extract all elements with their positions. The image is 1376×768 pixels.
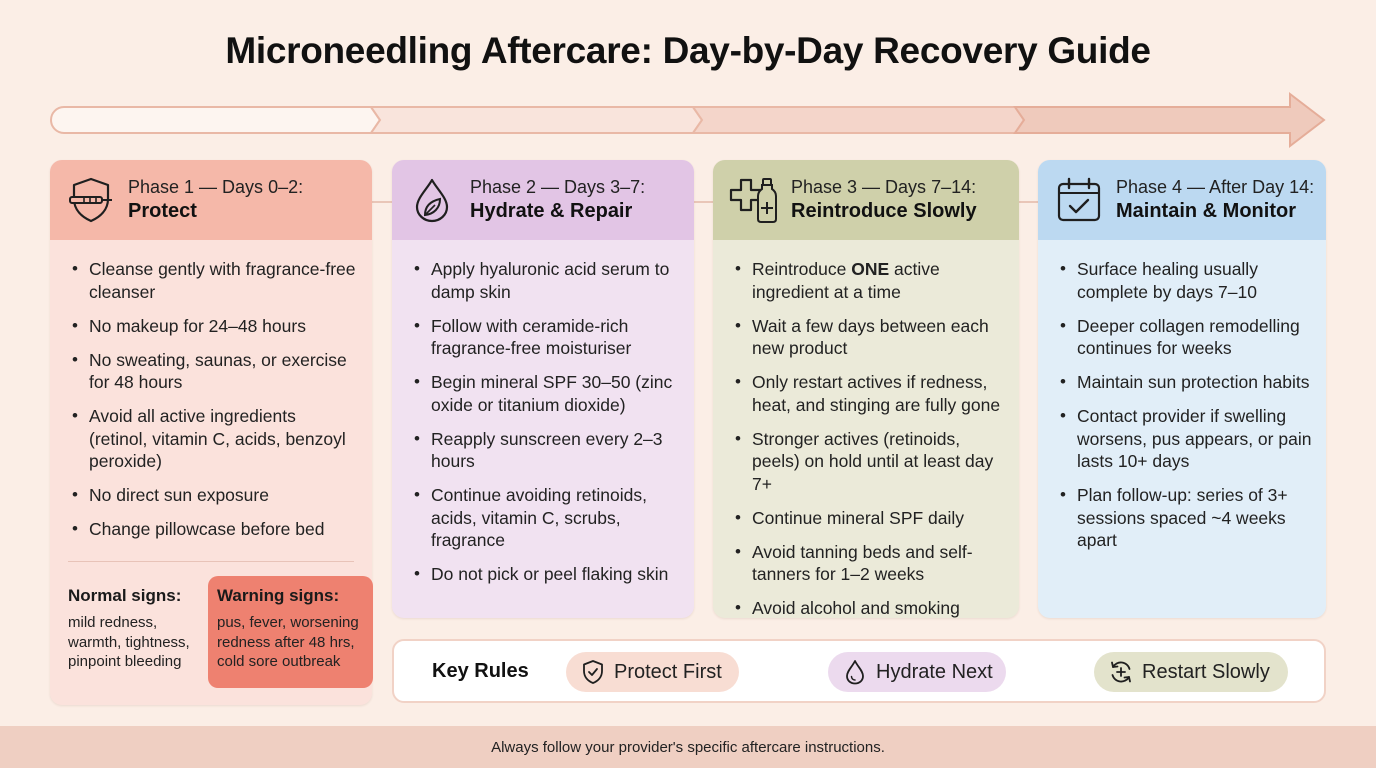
list-item: • Only restart actives if redness, heat, and stinging are fully gone (735, 371, 1005, 416)
page-title: Microneedling Aftercare: Day-by-Day Recovery Guide (225, 30, 1151, 71)
rule-pill-restart (1094, 652, 1288, 692)
list-item: • Continue avoiding retinoids, acids, vitamin C, scrubs, fragrance (414, 484, 680, 552)
signs-divider (68, 561, 354, 562)
key-rules-bar (392, 639, 1326, 703)
droplet-leaf-icon (408, 175, 458, 225)
phase-list-3 (713, 240, 1019, 618)
normal-signs-text: mild redness, warmth, tightness, pinpoint bleeding (68, 614, 190, 670)
list-item (735, 258, 1005, 303)
list-item: • Reapply sunscreen every 2–3 hours (414, 428, 680, 473)
phase-label-4: Phase 4 — After Day 14: (1116, 177, 1315, 198)
list-item: • Begin mineral SPF 30–50 (zinc oxide or titanium dioxide) (414, 371, 680, 416)
list-item: • Avoid all active ingredients (retinol, vitamin C, acids, benzoyl peroxide) (72, 405, 358, 473)
item-text: active ingredient at a time (752, 259, 940, 302)
warning-signs (208, 576, 373, 688)
list-item: • Avoid alcohol and smoking (735, 597, 1005, 618)
timeline-arrowhead (1015, 94, 1324, 146)
phase-list-4 (1038, 240, 1326, 552)
phase-header-4 (1038, 160, 1326, 240)
rule-pill-label: Hydrate Next (876, 660, 993, 683)
phase-name-3: Reintroduce Slowly (791, 199, 977, 222)
list-item: • Deeper collagen remodelling continues for weeks (1060, 315, 1312, 360)
phase-header-2 (392, 160, 694, 240)
phase-header-1 (50, 160, 372, 240)
timeline-segment-3 (693, 107, 1024, 133)
phase-card-4 (1038, 160, 1326, 618)
phase-name-4: Maintain & Monitor (1116, 199, 1296, 222)
list-item: • Do not pick or peel flaking skin (414, 563, 680, 586)
list-item: • Follow with ceramide-rich fragrance-free moisturiser (414, 315, 680, 360)
shield-check-icon (580, 659, 606, 685)
timeline-segment-2 (371, 107, 702, 133)
list-item: • Avoid tanning beds and self-tanners for 1–2 weeks (735, 541, 1005, 586)
list-item: • Change pillowcase before bed (72, 518, 358, 541)
phase-label-3: Phase 3 — Days 7–14: (791, 177, 977, 198)
list-item: • Maintain sun protection habits (1060, 371, 1312, 394)
item-bold-text: ONE (851, 259, 890, 279)
warning-signs-title: Warning signs: (217, 586, 340, 605)
phase-card-2 (392, 160, 694, 618)
droplet-icon (842, 659, 868, 685)
rule-pill-label: Restart Slowly (1142, 660, 1270, 683)
list-item: • Cleanse gently with fragrance-free cleanser (72, 258, 358, 303)
shield-icon (66, 175, 116, 225)
rule-pill-protect (566, 652, 739, 692)
list-item: • No direct sun exposure (72, 484, 358, 507)
key-rules-label: Key Rules (432, 660, 529, 682)
list-item: • Continue mineral SPF daily (735, 507, 1005, 530)
list-item: • No makeup for 24–48 hours (72, 315, 358, 338)
list-item: • Contact provider if swelling worsens, pus appears, or pain lasts 10+ days (1060, 405, 1312, 473)
timeline-segment-1 (51, 107, 380, 133)
warning-signs-text: pus, fever, worsening redness after 48 hrs, cold sore outbreak (217, 614, 359, 670)
refresh-plus-icon (1108, 659, 1134, 685)
rule-pill-hydrate (828, 652, 1006, 692)
phase-label-1: Phase 1 — Days 0–2: (128, 177, 304, 198)
phase-card-3 (713, 160, 1019, 618)
normal-signs-title: Normal signs: (68, 586, 182, 605)
rule-pill-label: Protect First (614, 660, 722, 683)
calendar-check-icon (1054, 175, 1104, 225)
phase-name-1: Protect (128, 199, 197, 222)
normal-signs (68, 586, 208, 672)
item-text: Reintroduce (752, 259, 852, 279)
plus-dropper-icon (729, 175, 779, 225)
list-item: • Surface healing usually complete by days 7–10 (1060, 258, 1312, 303)
phase-list-2 (392, 240, 694, 586)
list-item: • Apply hyaluronic acid serum to damp skin (414, 258, 680, 303)
phase-name-2: Hydrate & Repair (470, 199, 633, 222)
phase-label-2: Phase 2 — Days 3–7: (470, 177, 646, 198)
phase-header-3 (713, 160, 1019, 240)
list-item: • Plan follow-up: series of 3+ sessions spaced ~4 weeks apart (1060, 484, 1312, 552)
list-item: • Stronger actives (retinoids, peels) on hold until at least day 7+ (735, 428, 1005, 496)
phase-list-1 (50, 240, 372, 541)
list-item: • No sweating, saunas, or exercise for 48 hours (72, 349, 358, 394)
list-item: • Wait a few days between each new product (735, 315, 1005, 360)
footer-note: Always follow your provider's specific aftercare instructions. (0, 726, 1376, 768)
